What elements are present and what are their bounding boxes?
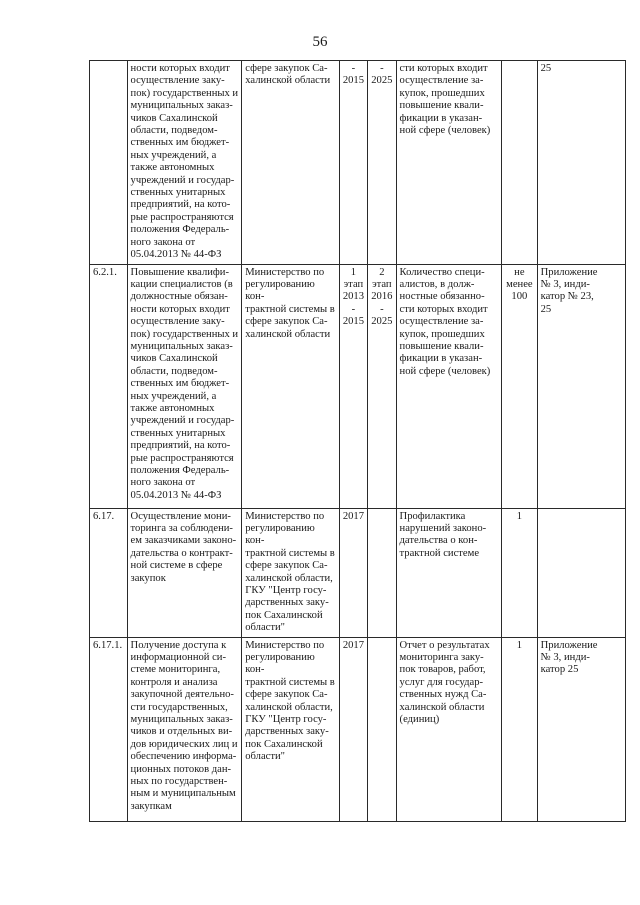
measures-table — [89, 60, 626, 822]
row-number-cell — [90, 508, 128, 637]
note-cell — [537, 637, 625, 821]
table-row — [90, 508, 626, 637]
indicator-cell — [396, 508, 502, 637]
note: Приложение № 3, инди- катор 25 — [540, 639, 598, 676]
start-year-cell — [339, 637, 367, 821]
end-year-cell — [368, 61, 396, 265]
end-year-cell — [368, 508, 396, 637]
measure-name-cell — [127, 264, 242, 508]
executor: Министерство по регулированию кон- трактной системы в сфере закупок Са- халинской области, ГКУ "Центр госу- дарственных заку- пок Сахалинской области" — [245, 639, 335, 763]
start-year-cell — [339, 508, 367, 637]
measure-name: Повышение квалифи- кации специалистов (в должностные обязан- ности которых входит осуществление заку- пок) государственных и муниципальных заказ- чиков Сахалинской области, подведом- ственных им бюджет- ных учреждений, а также автономных учреждений и государ- ственных унитарных предприятий, на кото- рые распространяются положения Федераль- ного закона от 05.04.2013 № 44-ФЗ — [130, 266, 239, 501]
start-year-cell — [339, 264, 367, 508]
row-number-cell — [90, 61, 128, 265]
executor: Министерство по регулированию кон- трактной системы в сфере закупок Са- халинской области, ГКУ "Центр госу- дарственных заку- пок Сахалинской области" — [245, 510, 335, 634]
row-number-cell — [90, 264, 128, 508]
table-row — [90, 637, 626, 821]
start-year: - 2015 — [342, 63, 364, 87]
measure-name: Получение доступа к информационной си- стеме мониторинга, контроля и анализа закупочной деятельно- сти государственных, муниципальных заказ- чиков и отдельных ви- дов юридических лиц и обеспечению информа- ционных потоков дан- ных по государствен- ным и муниципальным закупкам — [130, 639, 238, 812]
indicator: Отчет о результатах мониторинга заку- пок товаров, работ, услуг для государ- ственных нужд Са- халинской области (единиц) — [399, 639, 490, 725]
note-cell — [537, 61, 625, 265]
end-year-cell — [368, 637, 396, 821]
start-year: 1 этап 2013 - 2015 — [342, 266, 364, 328]
indicator: Профилактика нарушений законо- дательства о кон- трактной системе — [399, 510, 487, 559]
measure-name-cell — [127, 61, 242, 265]
indicator-cell — [396, 264, 502, 508]
executor: Министерство по регулированию кон- трактной системы в сфере закупок Са- халинской области — [245, 266, 335, 340]
target-value: не менее 100 — [506, 266, 533, 303]
value-cell — [502, 264, 538, 508]
target-value: 1 — [516, 510, 523, 522]
row-number-cell — [90, 637, 128, 821]
note-cell — [537, 264, 625, 508]
indicator-cell — [396, 61, 502, 265]
measure-name: ности которых входит осуществление заку- пок) государственных и муниципальных заказ- чиков Сахалинской области, подведом- ственных им бюджет- ных учреждений, а также автономных учреждений и государ- ственных унитарных предприятий, на кото- рые распространяются положения Федераль- ного закона от 05.04.2013 № 44-ФЗ — [130, 63, 239, 261]
note: 25 — [540, 63, 552, 74]
note: Приложение № 3, инди- катор № 23, 25 — [540, 266, 598, 315]
row-number: 6.17. — [93, 510, 115, 522]
executor-cell — [242, 508, 339, 637]
start-year-cell — [339, 61, 367, 265]
indicator: Количество специ- алистов, в долж- ностные обязанно- сти которых входит осуществление за- купок, прошедших повышение квали- фикации в указан- ной сфере (человек) — [399, 266, 491, 377]
page-number: 56 — [312, 34, 328, 50]
measure-name: Осуществление мони- торинга за соблюдени- ем заказчиками законо- дательства о контракт- ной системе в сфере закупок — [130, 510, 237, 584]
table-row — [90, 264, 626, 508]
row-number: 6.17.1. — [93, 639, 123, 651]
row-number: 6.2.1. — [93, 266, 117, 278]
value-cell — [502, 61, 538, 265]
target-value: 1 — [516, 639, 523, 651]
table-row — [90, 61, 626, 265]
value-cell — [502, 637, 538, 821]
indicator-cell — [396, 637, 502, 821]
executor: сфере закупок Са- халинской области — [245, 63, 331, 87]
measure-name-cell — [127, 508, 242, 637]
end-year: - 2025 — [371, 63, 393, 87]
end-year-cell — [368, 264, 396, 508]
executor-cell — [242, 637, 339, 821]
end-year: 2 этап 2016 - 2025 — [371, 266, 393, 328]
measure-name-cell — [127, 637, 242, 821]
note-cell — [537, 508, 625, 637]
value-cell — [502, 508, 538, 637]
executor-cell — [242, 264, 339, 508]
indicator: сти которых входит осуществление за- купок, прошедших повышение квали- фикации в указан- ной сфере (человек) — [399, 63, 491, 137]
executor-cell — [242, 61, 339, 265]
start-year: 2017 — [342, 510, 364, 522]
start-year: 2017 — [342, 639, 364, 651]
